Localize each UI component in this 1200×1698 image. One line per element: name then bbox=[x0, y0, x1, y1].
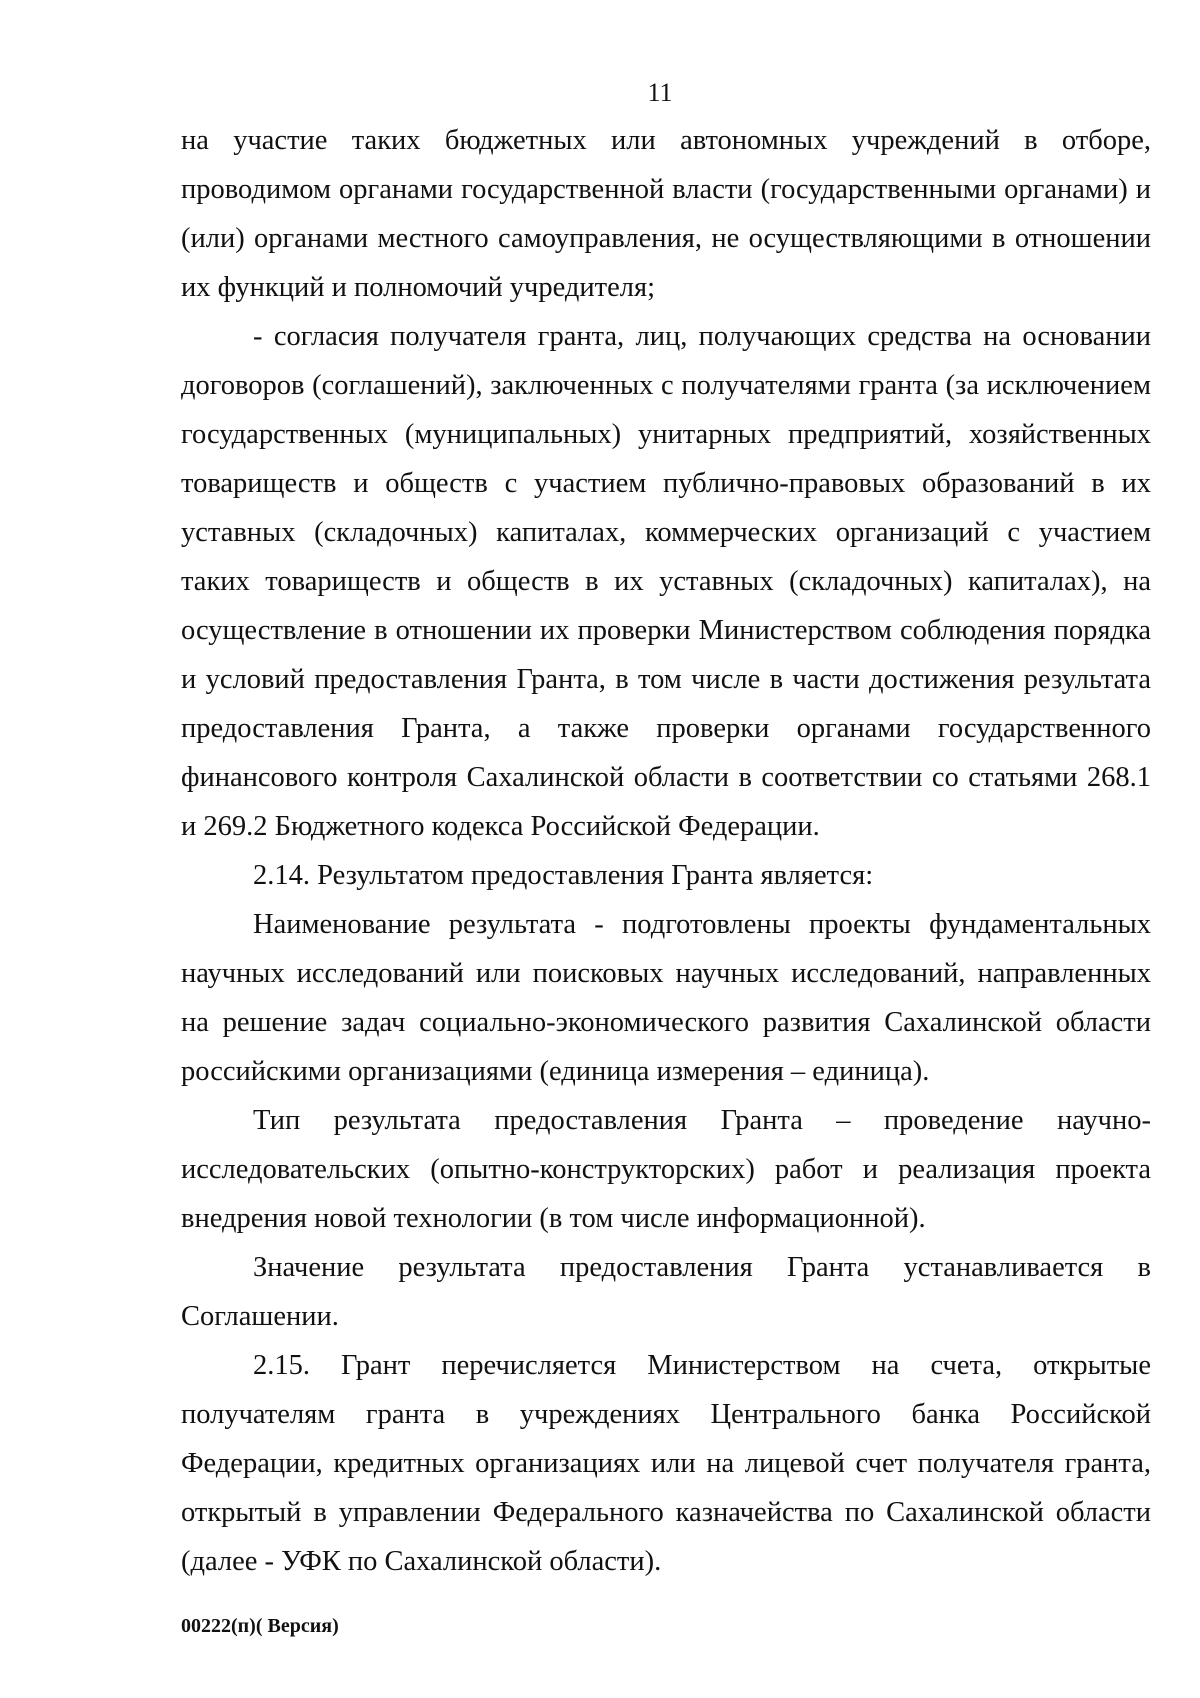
document-footer-code: 00222(п)( Версия) bbox=[181, 1615, 339, 1637]
paragraph-result-type: Тип результата предоставления Гранта – проведение научно-исследовательских (опытно-конструкторских) работ и реализация проекта внедрения новой технологии (в том числе информационной). bbox=[181, 1105, 1151, 1234]
paragraph-result-value: Значение результата предоставления Гранта устанавливается в Соглашении. bbox=[181, 1252, 1151, 1332]
page-number: 11 bbox=[647, 78, 673, 107]
paragraph-2-15: 2.15. Грант перечисляется Министерством на счета, открытые получателям гранта в учреждениях Центрального банка Российской Федерации, кредитных организациях или на лицевой счет получателя гранта, открытый в управлении Федерального казначейства по Сахалинской области (далее - УФК по Сахалинской области). bbox=[181, 1350, 1151, 1577]
paragraph-2-14-heading: 2.14. Результатом предоставления Гранта является: bbox=[253, 860, 874, 891]
paragraph-result-name: Наименование результата - подготовлены проекты фундаментальных научных исследований или поисковых научных исследований, направленных на решение задач социально-экономического развития Сахалинской области российскими организациями (единица измерения – единица). bbox=[181, 909, 1151, 1087]
document-body bbox=[181, 116, 1151, 1586]
paragraph-consent: - согласия получателя гранта, лиц, получающих средства на основании договоров (соглашений), заключенных с получателями гранта (за исключением государственных (муниципальных) унитарных предприятий, хозяйственных товариществ и обществ с участием публично-правовых образований в их уставных (складочных) капиталах, коммерческих организаций с участием таких товариществ и обществ в их уставных (складочных) капиталах), на осуществление в отношении их проверки Министерством соблюдения порядка и условий предоставления Гранта, в том числе в части достижения результата предоставления Гранта, а также проверки органами государственного финансового контроля Сахалинской области в соответствии со статьями 268.1 и 269.2 Бюджетного кодекса Российской Федерации. bbox=[181, 321, 1151, 842]
paragraph-continuation: на участие таких бюджетных или автономных учреждений в отборе, проводимом органами государственной власти (государственными органами) и (или) органами местного самоуправления, не осуществляющими в отношении их функций и полномочий учредителя; bbox=[181, 125, 1151, 303]
